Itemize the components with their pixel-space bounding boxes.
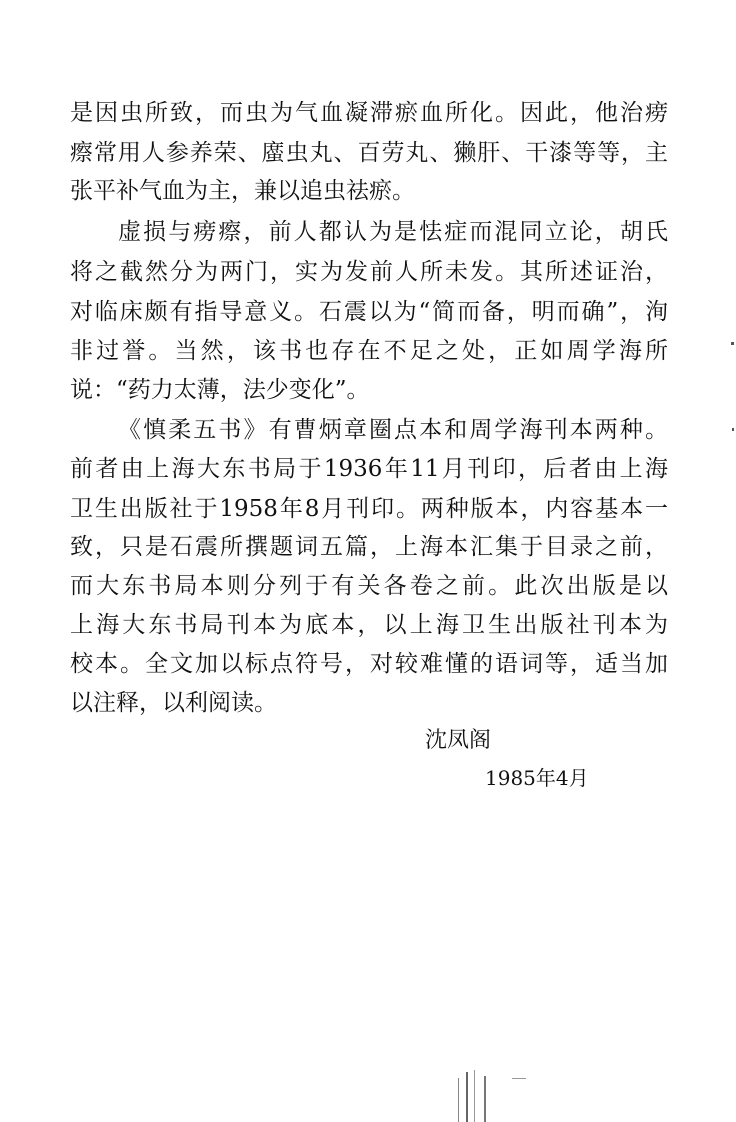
text-line: 而大东书局本则分列于有关各卷之前。此次出版是以 <box>70 573 668 599</box>
text-line: 张平补气血为主，兼以追虫祛瘀。 <box>70 178 415 204</box>
text-line: 将之截然分为两门，实为发前人所未发。其所述证治， <box>70 259 668 285</box>
scan-streak <box>484 1076 486 1122</box>
text-line: 瘵常用人参养荣、䗪虫丸、百劳丸、獭肝、干漆等等，主 <box>70 140 668 166</box>
text-line: 说：“药力太薄，法少变化”。 <box>70 377 370 403</box>
text-line: 对临床颇有指导意义。石震以为“简而备，明而确”，洵 <box>70 299 668 325</box>
text-line: 校本。全文加以标点符号，对较难懂的语词等，适当加 <box>70 651 668 677</box>
text-line: 是因虫所致，而虫为气血凝滞瘀血所化。因此，他治痨 <box>70 100 668 126</box>
text-line: 致，只是石震所撰题词五篇，上海本汇集于目录之前， <box>70 534 668 560</box>
text-line: 虚损与痨瘵，前人都认为是怯症而混同立论，胡氏 <box>118 219 668 245</box>
text-line: 非过誉。当然，该书也存在不足之处，正如周学海所 <box>70 338 668 364</box>
signature-author: 沈凤阁 <box>425 728 492 753</box>
text-line: 卫生出版社于1958年8月刊印。两种版本，内容基本一 <box>70 496 668 522</box>
text-line: 上海大东书局刊本为底本，以上海卫生出版社刊本为 <box>70 612 668 638</box>
scan-streak <box>512 1078 526 1079</box>
scan-streak <box>466 1072 468 1122</box>
text-line: 《慎柔五书》有曹炳章圈点本和周学海刊本两种。 <box>118 417 668 443</box>
scan-speck <box>731 342 734 345</box>
signature-date: 1985年4月 <box>485 766 589 790</box>
scan-streak <box>474 1070 475 1122</box>
text-line: 前者由上海大东书局于1936年11月刊印，后者由上海 <box>70 456 668 482</box>
scan-speck <box>732 428 734 431</box>
text-line: 以注释，以利阅读。 <box>70 690 277 716</box>
scan-streak <box>458 1078 459 1122</box>
